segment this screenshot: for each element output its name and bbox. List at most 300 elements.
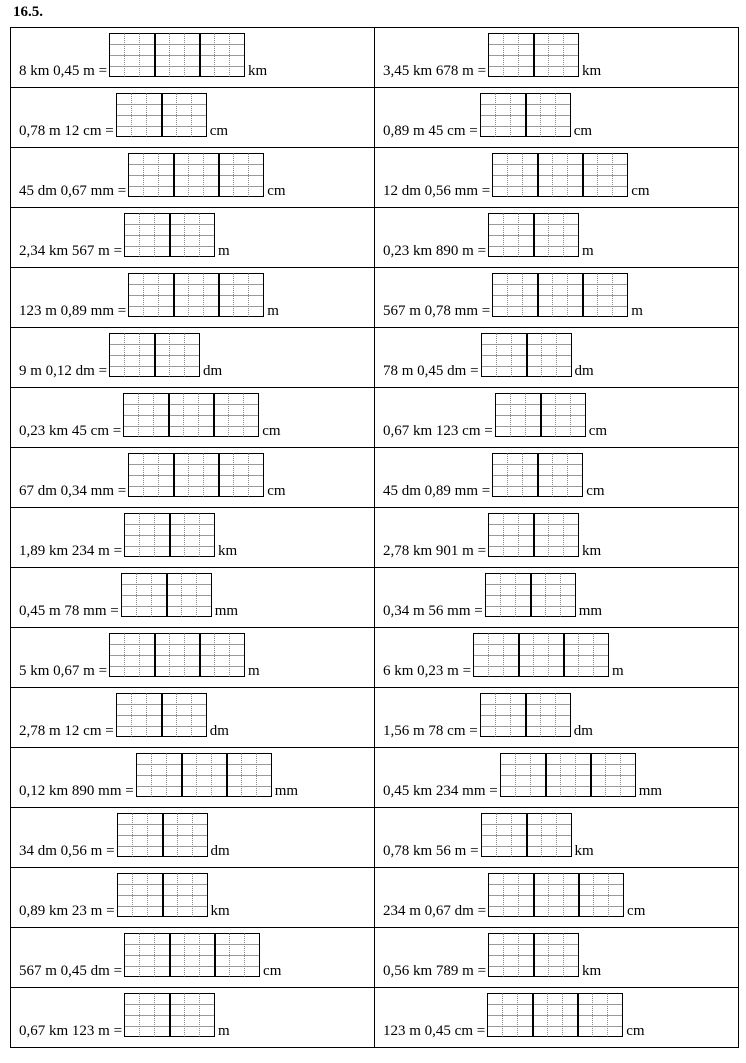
answer-grid-square[interactable] [555,93,570,137]
answer-grid-square[interactable] [487,993,502,1037]
answer-grid-square[interactable] [139,333,154,377]
answer-grid-square[interactable] [117,873,132,917]
answer-grid-square[interactable] [188,153,203,197]
answer-grid-square[interactable] [548,33,563,77]
answer-grid-square[interactable] [124,633,139,677]
answer-grid-square[interactable] [532,993,547,1037]
answer-grid-square[interactable] [139,513,154,557]
answer-grid-square[interactable] [169,333,184,377]
answer-grid-square[interactable] [548,633,563,677]
answer-grid-square[interactable] [124,33,139,77]
answer-grid-square[interactable] [545,573,560,617]
answer-grid[interactable] [481,813,572,857]
answer-grid-square[interactable] [567,273,582,317]
answer-grid-square[interactable] [233,453,248,497]
answer-grid-square[interactable] [541,813,556,857]
answer-grid-square[interactable] [556,333,571,377]
answer-grid[interactable] [481,333,572,377]
answer-grid-square[interactable] [229,633,244,677]
answer-grid-square[interactable] [533,513,548,557]
answer-grid-square[interactable] [161,693,176,737]
answer-grid-square[interactable] [151,753,166,797]
answer-grid-square[interactable] [139,633,154,677]
answer-grid-square[interactable] [154,513,169,557]
answer-grid-square[interactable] [116,93,131,137]
answer-grid-square[interactable] [575,753,590,797]
answer-grid-square[interactable] [563,33,578,77]
answer-grid-square[interactable] [139,993,154,1037]
exercise-cell [11,328,375,388]
answer-grid-square[interactable] [522,153,537,197]
answer-grid[interactable] [488,513,579,557]
answer-grid[interactable] [473,633,609,677]
answer-grid-square[interactable] [488,513,503,557]
answer-grid[interactable] [128,273,264,317]
answer-grid-square[interactable] [169,993,184,1037]
exercise-expression: 3,45 km 678 m = [383,63,487,79]
answer-grid-square[interactable] [229,933,244,977]
answer-grid-square[interactable] [545,753,560,797]
answer-grid-square[interactable] [177,873,192,917]
answer-grid-square[interactable] [124,933,139,977]
answer-grid-square[interactable] [503,633,518,677]
answer-grid-square[interactable] [503,33,518,77]
answer-grid-square[interactable] [548,213,563,257]
answer-grid-square[interactable] [540,693,555,737]
answer-grid-square[interactable] [181,753,196,797]
answer-grid-square[interactable] [533,933,548,977]
answer-grid-square[interactable] [552,273,567,317]
answer-grid-square[interactable] [109,633,124,677]
answer-unit: m [218,1023,230,1039]
answer-grid-square[interactable] [169,933,184,977]
answer-grid-square[interactable] [503,513,518,557]
answer-grid-square[interactable] [158,153,173,197]
answer-grid-square[interactable] [582,153,597,197]
answer-grid[interactable] [124,513,215,557]
answer-grid-square[interactable] [518,633,533,677]
answer-grid[interactable] [495,393,586,437]
answer-grid-square[interactable] [590,753,605,797]
answer-grid-square[interactable] [548,873,563,917]
answer-grid-square[interactable] [131,93,146,137]
answer-grid[interactable] [500,753,636,797]
answer-grid-square[interactable] [143,153,158,197]
answer-grid-square[interactable] [184,333,199,377]
answer-grid-square[interactable] [173,153,188,197]
answer-grid-square[interactable] [226,753,241,797]
answer-grid-square[interactable] [540,93,555,137]
answer-grid[interactable] [492,153,628,197]
answer-grid-square[interactable] [166,573,181,617]
answer-grid[interactable] [117,813,208,857]
answer-grid-square[interactable] [620,753,635,797]
answer-grid-square[interactable] [488,633,503,677]
answer-grid-square[interactable] [511,333,526,377]
answer-unit: cm [586,483,605,499]
answer-grid-square[interactable] [473,633,488,677]
answer-grid-square[interactable] [146,693,161,737]
answer-grid-square[interactable] [154,213,169,257]
answer-grid-square[interactable] [248,453,263,497]
answer-grid-square[interactable] [124,333,139,377]
answer-grid-square[interactable] [199,993,214,1037]
answer-grid-square[interactable] [492,273,507,317]
answer-grid-square[interactable] [533,873,548,917]
answer-grid-square[interactable] [162,873,177,917]
answer-grid-square[interactable] [488,873,503,917]
answer-grid-square[interactable] [147,873,162,917]
answer-grid-square[interactable] [218,453,233,497]
answer-grid-square[interactable] [552,453,567,497]
answer-grid[interactable] [123,393,259,437]
answer-grid-square[interactable] [480,93,495,137]
answer-grid-square[interactable] [146,93,161,137]
answer-grid-square[interactable] [548,933,563,977]
answer-grid-square[interactable] [228,393,243,437]
answer-grid-square[interactable] [139,33,154,77]
answer-grid-square[interactable] [203,273,218,317]
answer-grid-square[interactable] [153,393,168,437]
exercise-cell [11,208,375,268]
answer-unit: m [248,663,260,679]
table-row [11,88,739,148]
answer-grid-square[interactable] [132,813,147,857]
answer-unit: mm [638,783,663,799]
answer-grid-square[interactable] [147,813,162,857]
answer-grid-square[interactable] [503,933,518,977]
answer-grid[interactable] [488,213,579,257]
answer-grid-square[interactable] [507,273,522,317]
answer-grid-square[interactable] [248,273,263,317]
exercise-expression: 2,78 m 12 cm = [19,723,114,739]
answer-grid[interactable] [124,993,215,1037]
answer-grid-square[interactable] [169,513,184,557]
answer-grid-square[interactable] [525,93,540,137]
answer-grid[interactable] [116,693,207,737]
answer-grid-square[interactable] [199,33,214,77]
answer-grid-square[interactable] [241,753,256,797]
answer-grid-square[interactable] [597,273,612,317]
answer-grid-square[interactable] [592,993,607,1037]
answer-unit: cm [262,423,281,439]
answer-grid-square[interactable] [199,513,214,557]
answer-grid-square[interactable] [158,273,173,317]
answer-grid-square[interactable] [203,153,218,197]
answer-grid-square[interactable] [488,33,503,77]
answer-grid-square[interactable] [132,873,147,917]
answer-grid-square[interactable] [525,693,540,737]
answer-grid-square[interactable] [515,753,530,797]
answer-grid-square[interactable] [492,153,507,197]
answer-grid-square[interactable] [192,813,207,857]
answer-grid-square[interactable] [128,453,143,497]
answer-grid[interactable] [121,573,212,617]
answer-grid-square[interactable] [124,993,139,1037]
answer-grid-square[interactable] [173,453,188,497]
answer-grid-square[interactable] [154,33,169,77]
answer-grid[interactable] [109,33,245,77]
answer-grid-square[interactable] [563,633,578,677]
answer-grid-square[interactable] [213,393,228,437]
table-row [11,628,739,688]
answer-grid-square[interactable] [243,393,258,437]
answer-grid-square[interactable] [218,153,233,197]
answer-grid-square[interactable] [214,933,229,977]
answer-grid-square[interactable] [503,873,518,917]
answer-grid-square[interactable] [537,453,552,497]
answer-grid-square[interactable] [244,933,259,977]
answer-grid-square[interactable] [192,873,207,917]
answer-grid-square[interactable] [530,753,545,797]
answer-unit: m [218,243,230,259]
answer-grid-square[interactable] [526,813,541,857]
answer-grid-square[interactable] [151,573,166,617]
answer-grid-square[interactable] [563,933,578,977]
answer-grid-square[interactable] [211,753,226,797]
answer-grid-square[interactable] [183,393,198,437]
answer-grid-square[interactable] [518,873,533,917]
answer-grid-square[interactable] [158,453,173,497]
answer-grid-square[interactable] [510,393,525,437]
answer-grid-square[interactable] [541,333,556,377]
answer-grid-square[interactable] [495,693,510,737]
answer-grid-square[interactable] [563,513,578,557]
answer-grid-square[interactable] [547,993,562,1037]
answer-grid-square[interactable] [256,753,271,797]
answer-grid-square[interactable] [128,153,143,197]
answer-grid-square[interactable] [199,213,214,257]
exercise-cell [375,508,739,568]
answer-grid-square[interactable] [548,513,563,557]
answer-grid[interactable] [124,213,215,257]
answer-grid-square[interactable] [116,693,131,737]
answer-grid-square[interactable] [173,273,188,317]
exercise-expression: 67 dm 0,34 mm = [19,483,127,499]
answer-grid-square[interactable] [555,693,570,737]
answer-grid-square[interactable] [177,813,192,857]
answer-grid-square[interactable] [496,813,511,857]
answer-grid-square[interactable] [533,213,548,257]
answer-grid-square[interactable] [567,453,582,497]
answer-grid-square[interactable] [597,153,612,197]
answer-grid-square[interactable] [199,933,214,977]
answer-grid-square[interactable] [229,33,244,77]
answer-grid[interactable] [109,633,245,677]
answer-grid-square[interactable] [537,273,552,317]
answer-grid-square[interactable] [168,393,183,437]
answer-grid-square[interactable] [518,213,533,257]
answer-grid-square[interactable] [515,573,530,617]
answer-grid[interactable] [109,333,200,377]
answer-grid-square[interactable] [481,813,496,857]
answer-grid-square[interactable] [517,993,532,1037]
answer-grid-square[interactable] [540,393,555,437]
answer-grid-square[interactable] [138,393,153,437]
answer-grid-square[interactable] [124,213,139,257]
answer-grid-square[interactable] [191,93,206,137]
answer-grid-square[interactable] [136,753,151,797]
answer-grid-square[interactable] [500,753,515,797]
exercise-expression: 567 m 0,45 dm = [19,963,123,979]
answer-grid-square[interactable] [500,573,515,617]
answer-grid-square[interactable] [233,273,248,317]
answer-grid[interactable] [480,93,571,137]
answer-grid-square[interactable] [143,453,158,497]
answer-grid-square[interactable] [117,813,132,857]
answer-grid-square[interactable] [495,93,510,137]
answer-grid-square[interactable] [184,33,199,77]
answer-grid-square[interactable] [555,393,570,437]
exercise-cell [11,808,375,868]
answer-grid[interactable] [480,693,571,737]
answer-grid-square[interactable] [562,993,577,1037]
answer-grid-square[interactable] [608,873,623,917]
answer-grid-square[interactable] [582,273,597,317]
answer-grid-square[interactable] [188,453,203,497]
answer-grid-square[interactable] [556,813,571,857]
answer-grid-square[interactable] [181,573,196,617]
answer-grid-square[interactable] [214,33,229,77]
answer-grid-square[interactable] [563,873,578,917]
answer-grid-square[interactable] [533,33,548,77]
answer-grid-square[interactable] [526,333,541,377]
answer-grid-square[interactable] [567,153,582,197]
answer-grid-square[interactable] [518,33,533,77]
answer-grid[interactable] [488,33,579,77]
answer-grid-square[interactable] [560,753,575,797]
answer-grid-square[interactable] [184,513,199,557]
answer-grid-square[interactable] [109,33,124,77]
answer-grid-square[interactable] [495,393,510,437]
answer-grid[interactable] [116,93,207,137]
answer-grid-square[interactable] [196,573,211,617]
answer-grid-square[interactable] [563,213,578,257]
answer-unit: km [582,63,602,79]
answer-grid-square[interactable] [511,813,526,857]
answer-grid[interactable] [492,273,628,317]
answer-grid-square[interactable] [481,333,496,377]
answer-grid-square[interactable] [537,153,552,197]
answer-grid-square[interactable] [492,453,507,497]
answer-grid[interactable] [488,873,624,917]
answer-grid-square[interactable] [522,453,537,497]
answer-grid-square[interactable] [522,273,537,317]
answer-grid-square[interactable] [578,873,593,917]
answer-grid-square[interactable] [184,993,199,1037]
answer-unit: dm [209,723,229,739]
answer-grid-square[interactable] [578,633,593,677]
answer-grid-square[interactable] [184,633,199,677]
answer-grid-square[interactable] [199,633,214,677]
answer-grid-square[interactable] [169,213,184,257]
answer-grid-square[interactable] [518,933,533,977]
answer-grid-square[interactable] [525,393,540,437]
answer-grid-square[interactable] [488,213,503,257]
answer-grid-square[interactable] [507,153,522,197]
answer-grid-square[interactable] [248,153,263,197]
answer-grid[interactable] [487,993,623,1037]
answer-grid-square[interactable] [169,33,184,77]
answer-grid-square[interactable] [488,933,503,977]
answer-grid-square[interactable] [184,933,199,977]
answer-grid-square[interactable] [162,813,177,857]
answer-grid-square[interactable] [176,93,191,137]
answer-grid-square[interactable] [485,573,500,617]
answer-grid[interactable] [124,933,260,977]
answer-grid-square[interactable] [188,273,203,317]
answer-grid-square[interactable] [139,933,154,977]
answer-grid-square[interactable] [507,453,522,497]
answer-grid-square[interactable] [480,693,495,737]
answer-grid-square[interactable] [552,153,567,197]
answer-grid-square[interactable] [612,153,627,197]
answer-grid[interactable] [117,873,208,917]
answer-grid-square[interactable] [176,693,191,737]
answer-grid-square[interactable] [123,393,138,437]
answer-grid-square[interactable] [577,993,592,1037]
answer-grid-square[interactable] [131,693,146,737]
answer-grid-square[interactable] [198,393,213,437]
answer-grid-square[interactable] [560,573,575,617]
answer-grid-square[interactable] [607,993,622,1037]
answer-grid-square[interactable] [570,393,585,437]
answer-grid-square[interactable] [502,993,517,1037]
answer-grid-square[interactable] [109,333,124,377]
answer-grid-square[interactable] [128,273,143,317]
answer-grid-square[interactable] [218,273,233,317]
answer-grid[interactable] [136,753,272,797]
answer-grid-square[interactable] [196,753,211,797]
answer-grid-square[interactable] [136,573,151,617]
answer-grid-square[interactable] [184,213,199,257]
answer-grid-square[interactable] [214,633,229,677]
answer-grid-square[interactable] [593,873,608,917]
answer-grid-square[interactable] [143,273,158,317]
answer-grid-square[interactable] [166,753,181,797]
answer-grid-square[interactable] [233,153,248,197]
answer-grid-square[interactable] [503,213,518,257]
answer-grid-square[interactable] [169,633,184,677]
answer-grid-square[interactable] [154,633,169,677]
answer-grid-square[interactable] [605,753,620,797]
answer-grid-square[interactable] [139,213,154,257]
answer-grid-square[interactable] [510,93,525,137]
answer-grid-square[interactable] [612,273,627,317]
answer-grid[interactable] [488,933,579,977]
answer-grid-square[interactable] [203,453,218,497]
answer-unit: mm [214,603,239,619]
answer-grid-square[interactable] [518,513,533,557]
answer-grid-square[interactable] [121,573,136,617]
answer-grid-square[interactable] [161,93,176,137]
exercise-expression: 12 dm 0,56 mm = [383,183,491,199]
answer-grid-square[interactable] [496,333,511,377]
answer-grid-square[interactable] [533,633,548,677]
answer-grid-square[interactable] [154,993,169,1037]
answer-grid-square[interactable] [191,693,206,737]
answer-grid-square[interactable] [154,333,169,377]
answer-grid[interactable] [128,153,264,197]
answer-grid-square[interactable] [530,573,545,617]
answer-grid[interactable] [485,573,576,617]
answer-grid-square[interactable] [510,693,525,737]
answer-grid[interactable] [128,453,264,497]
answer-grid-square[interactable] [154,933,169,977]
answer-grid[interactable] [492,453,583,497]
answer-grid-square[interactable] [593,633,608,677]
answer-grid-square[interactable] [124,513,139,557]
